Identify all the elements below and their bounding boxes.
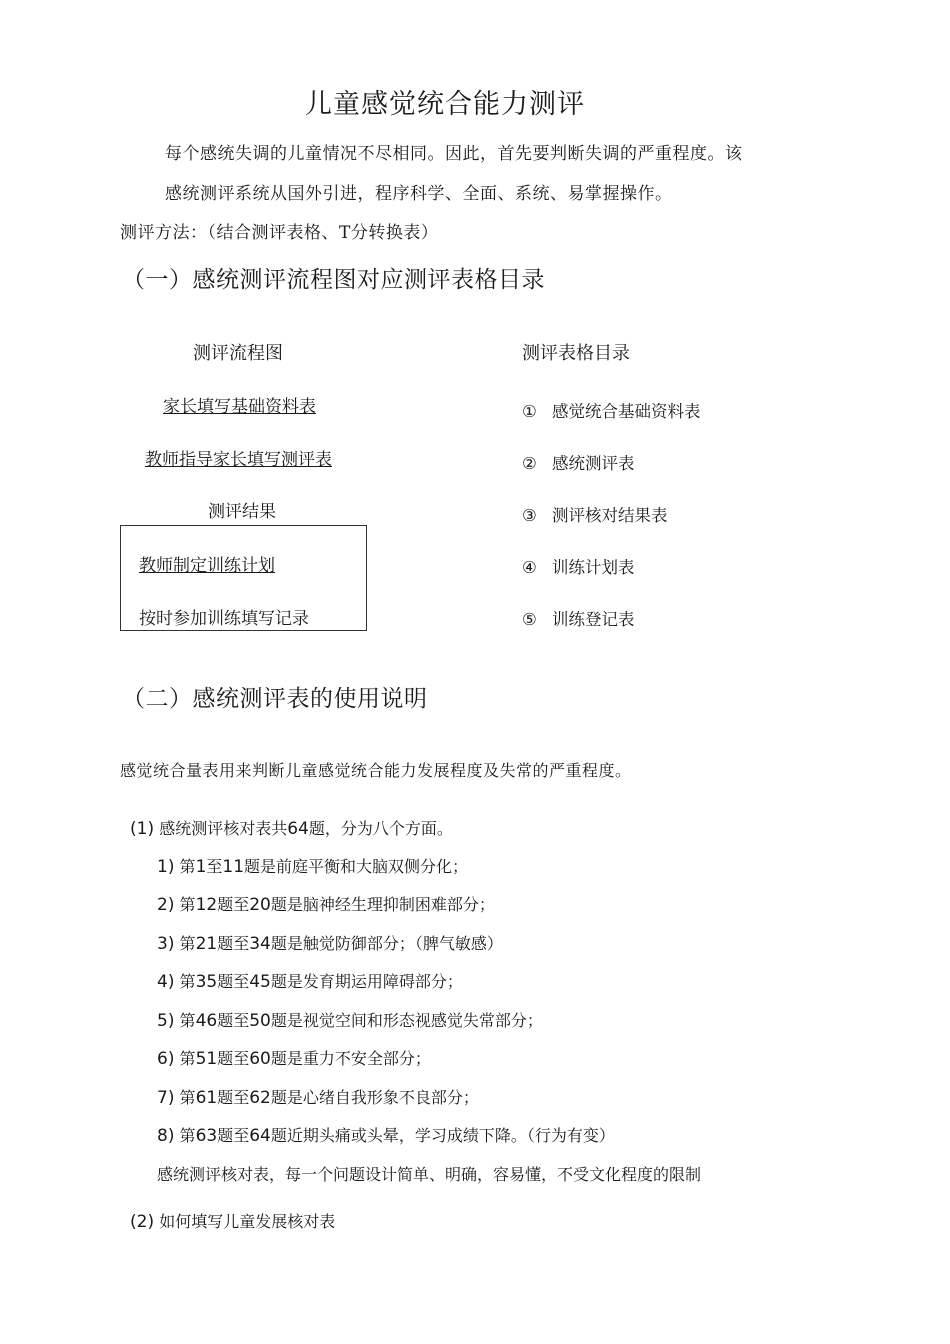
sub-item (157, 892, 495, 915)
sub-item (157, 1046, 431, 1069)
catalog-item-number: ⑤ (522, 610, 537, 629)
sub-item-text: 题至 (217, 972, 250, 991)
list-item-number: (1) (130, 819, 155, 839)
sub-item (157, 854, 468, 877)
sub-item (157, 969, 463, 992)
sub-item-text: 题至 (217, 1011, 250, 1030)
sub-item-number: 2) (157, 895, 175, 915)
section2-heading: （二）感统测评表的使用说明 (122, 686, 428, 712)
range-end: 45 (249, 972, 271, 992)
catalog-header: 测评表格目录 (522, 343, 630, 364)
range-start: 1 (195, 857, 207, 877)
list-item-text: 感统测评核对表共 (159, 819, 288, 838)
flow-step-2: 教师指导家长填写测评表 (145, 450, 332, 470)
catalog-item-label: 训练计划表 (552, 558, 635, 577)
range-start: 61 (195, 1088, 218, 1108)
sub-item-text: 第 (179, 857, 196, 876)
range-end: 62 (249, 1088, 271, 1108)
sub-item (157, 1123, 615, 1146)
sub-item (157, 1008, 543, 1031)
catalog-item-number: ② (522, 454, 537, 473)
sub-item-text: 第 (179, 1126, 196, 1145)
intro-line-2: 感统测评系统从国外引进，程序科学、全面、系统、易掌握操作。 (165, 184, 673, 204)
flow-step-1: 家长填写基础资料表 (163, 397, 316, 417)
sub-item-text: 第 (179, 934, 196, 953)
catalog-item-number: ④ (522, 558, 537, 577)
sub-item-text: 题至 (217, 895, 250, 914)
sub-item-text: 题是视觉空间和形态视感觉失常部分； (270, 1011, 543, 1030)
page-title: 儿童感觉统合能力测评 (305, 89, 585, 120)
sub-item-number: 5) (157, 1011, 175, 1031)
range-start: 46 (195, 1011, 218, 1031)
flow-step-5: 按时参加训练填写记录 (139, 609, 309, 629)
catalog-item (522, 398, 701, 422)
section2-note: 感统测评核对表，每一个问题设计简单、明确，容易懂，不受文化程度的限制 (157, 1165, 702, 1184)
list-item-text: 如何填写儿童发展核对表 (159, 1212, 336, 1231)
list-item-2 (130, 1209, 335, 1232)
method-line: 测评方法：（结合测评表格、T分转换表） (120, 223, 439, 243)
catalog-item (522, 502, 668, 526)
catalog-item-label: 感觉统合基础资料表 (552, 402, 701, 421)
sub-item-text: 题至 (217, 1088, 250, 1107)
sub-item-text: 题至 (217, 1126, 250, 1145)
sub-item-text: 题至 (217, 1049, 250, 1068)
catalog-item-label: 训练登记表 (552, 610, 635, 629)
sub-item-text: 题是重力不安全部分； (270, 1049, 431, 1068)
sub-item-text: 题是触觉防御部分；（脾气敏感） (270, 934, 503, 953)
range-end: 20 (249, 895, 271, 915)
range-start: 21 (195, 934, 218, 954)
sub-item-text: 题是脑神经生理抑制困难部分； (270, 895, 495, 914)
sub-item-number: 6) (157, 1049, 175, 1069)
list-item-text: 题，分为八个方面。 (308, 819, 453, 838)
sub-item (157, 1085, 479, 1108)
sub-item-text: 第 (179, 1088, 196, 1107)
catalog-item-number: ③ (522, 506, 537, 525)
sub-item-number: 4) (157, 972, 175, 992)
range-start: 51 (195, 1049, 218, 1069)
sub-item-text: 题是心绪自我形象不良部分； (270, 1088, 479, 1107)
catalog-item (522, 606, 635, 630)
catalog-item-label: 测评核对结果表 (552, 506, 668, 525)
catalog-item-label: 感统测评表 (552, 454, 635, 473)
sub-item-text: 题近期头痛或头晕，学习成绩下降。（行为有变） (270, 1126, 615, 1145)
list-item-number: (2) (130, 1212, 155, 1232)
range-end: 64 (249, 1126, 271, 1146)
flow-header: 测评流程图 (193, 343, 283, 364)
sub-item-text: 题至 (217, 934, 250, 953)
sub-item-text: 第 (179, 1049, 196, 1068)
sub-item-text: 第 (179, 1011, 196, 1030)
range-start: 12 (195, 895, 218, 915)
range-end: 34 (249, 934, 271, 954)
flow-step-4: 教师制定训练计划 (139, 556, 275, 576)
sub-item-number: 1) (157, 857, 175, 877)
range-end: 11 (222, 857, 245, 877)
range-end: 60 (249, 1049, 271, 1069)
section2-description: 感觉统合量表用来判断儿童感觉统合能力发展程度及失常的严重程度。 (120, 761, 632, 780)
list-item-1 (130, 816, 453, 839)
question-count: 64 (287, 819, 309, 839)
catalog-item (522, 450, 635, 474)
sub-item-text: 第 (179, 972, 196, 991)
flow-step-3: 测评结果 (208, 502, 276, 522)
sub-item-text: 题是发育期运用障碍部分； (270, 972, 463, 991)
section1-heading: （一）感统测评流程图对应测评表格目录 (122, 267, 545, 293)
catalog-item (522, 554, 635, 578)
catalog-item-number: ① (522, 402, 537, 421)
sub-item-text: 至 (206, 857, 223, 876)
sub-item-text: 第 (179, 895, 196, 914)
sub-item-number: 7) (157, 1088, 175, 1108)
intro-line-1: 每个感统失调的儿童情况不尽相同。因此，首先要判断失调的严重程度。该 (165, 144, 743, 164)
range-start: 35 (195, 972, 218, 992)
sub-item-number: 8) (157, 1126, 175, 1146)
sub-item-number: 3) (157, 934, 175, 954)
sub-item-text: 题是前庭平衡和大脑双侧分化； (244, 857, 469, 876)
range-end: 50 (249, 1011, 271, 1031)
sub-item (157, 931, 503, 954)
range-start: 63 (195, 1126, 218, 1146)
